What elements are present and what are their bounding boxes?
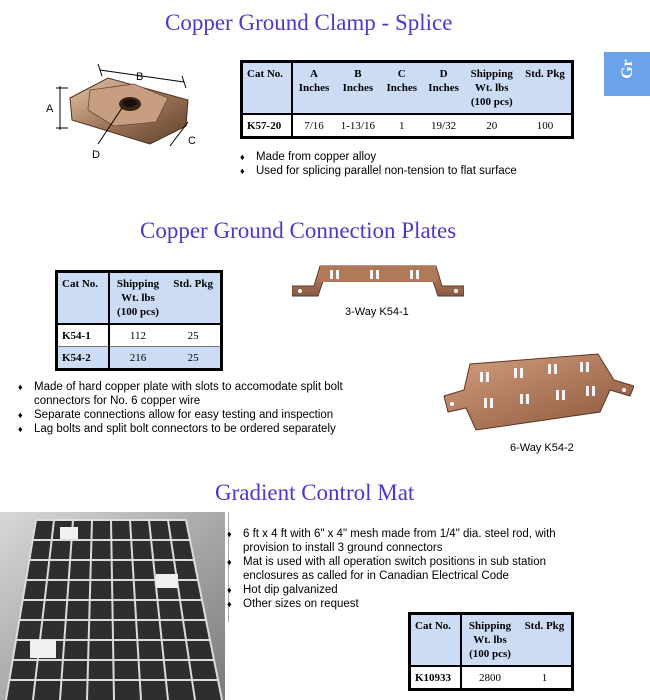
col-shipping: Shipping Wt. lbs (100 pcs): [461, 614, 518, 667]
list-item: ♦ 6 ft x 4 ft with 6" x 4" mesh made from 1/4" dia. steel rod, with provision to install 3 ground connectors: [227, 527, 572, 555]
col-shipping: Shipping Wt. lbs (100 pcs): [465, 62, 519, 115]
caption-6way: 6-Way K54-2: [510, 442, 574, 454]
list-item: ♦ Made of hard copper plate with slots to accomodate split bolt connectors for No. 6 copper wire: [18, 380, 378, 408]
cell-shipping: 216: [109, 347, 166, 370]
cell-d: 19/32: [423, 114, 465, 138]
table-row: [242, 114, 573, 138]
col-std-pkg: Std. Pkg: [519, 62, 573, 115]
section-tab[interactable]: [604, 52, 650, 96]
clamp-spec-table: [240, 60, 574, 139]
col-cat-no: Cat No.: [57, 272, 109, 325]
cell-shipping: 20: [465, 114, 519, 138]
cell-cat: K54-1: [57, 324, 109, 347]
clamp-image: [38, 60, 208, 170]
plate-3way-image: [292, 260, 464, 306]
cell-b: 1-13/16: [335, 114, 381, 138]
cell-c: 1: [381, 114, 423, 138]
list-item: ♦ Hot dip galvanized: [227, 583, 572, 597]
cell-cat: K10933: [410, 666, 462, 690]
plates-features: [18, 380, 378, 436]
col-c: C Inches: [381, 62, 423, 115]
table-header-row: [57, 272, 222, 325]
section-tab-label: Gr: [618, 59, 636, 79]
list-item: ♦ Other sizes on request: [227, 597, 572, 611]
dim-b-label: B: [136, 71, 144, 83]
list-item: ♦ Lag bolts and split bolt connectors to be ordered separately: [18, 422, 378, 436]
list-item: ♦ Made from copper alloy: [240, 150, 580, 164]
col-cat-no: Cat No.: [410, 614, 462, 667]
col-std-pkg: Std. Pkg: [166, 272, 221, 325]
cell-shipping: 112: [109, 324, 166, 347]
clamp-features: [240, 150, 580, 178]
mat-spec-table: [408, 612, 574, 691]
dim-c-label: C: [188, 135, 196, 147]
mat-image: [0, 512, 225, 700]
dim-a-label: A: [46, 103, 54, 115]
caption-3way: 3-Way K54-1: [345, 306, 409, 318]
col-a: A Inches: [292, 62, 335, 115]
list-item: ♦ Separate connections allow for easy testing and inspection: [18, 408, 378, 422]
col-std-pkg: Std. Pkg: [518, 614, 573, 667]
table-header-row: [242, 62, 573, 115]
col-cat-no: Cat No.: [242, 62, 293, 115]
dim-d-label: D: [92, 149, 100, 161]
col-b: B Inches: [335, 62, 381, 115]
table-row: [57, 347, 222, 370]
table-row: [57, 324, 222, 347]
cell-a: 7/16: [292, 114, 335, 138]
cell-std-pkg: 1: [518, 666, 573, 690]
mat-title: Gradient Control Mat: [215, 480, 415, 505]
cell-cat: K57-20: [242, 114, 293, 138]
list-item: ♦ Used for splicing parallel non-tension to flat surface: [240, 164, 580, 178]
table-row: [410, 666, 573, 690]
plates-spec-table: [55, 270, 223, 371]
cell-std-pkg: 100: [519, 114, 573, 138]
plate-6way-image: [440, 350, 634, 440]
plates-title: Copper Ground Connection Plates: [140, 218, 457, 243]
cell-shipping: 2800: [461, 666, 518, 690]
clamp-title: Copper Ground Clamp - Splice: [165, 10, 453, 35]
mat-features: [227, 527, 572, 611]
col-d: D Inches: [423, 62, 465, 115]
cell-std-pkg: 25: [166, 324, 221, 347]
table-header-row: [410, 614, 573, 667]
col-shipping: Shipping Wt. lbs (100 pcs): [109, 272, 166, 325]
cell-cat: K54-2: [57, 347, 109, 370]
cell-std-pkg: 25: [166, 347, 221, 370]
list-item: ♦ Mat is used with all operation switch positions in sub station enclosures as called for in Canadian Electrical Code: [227, 555, 572, 583]
